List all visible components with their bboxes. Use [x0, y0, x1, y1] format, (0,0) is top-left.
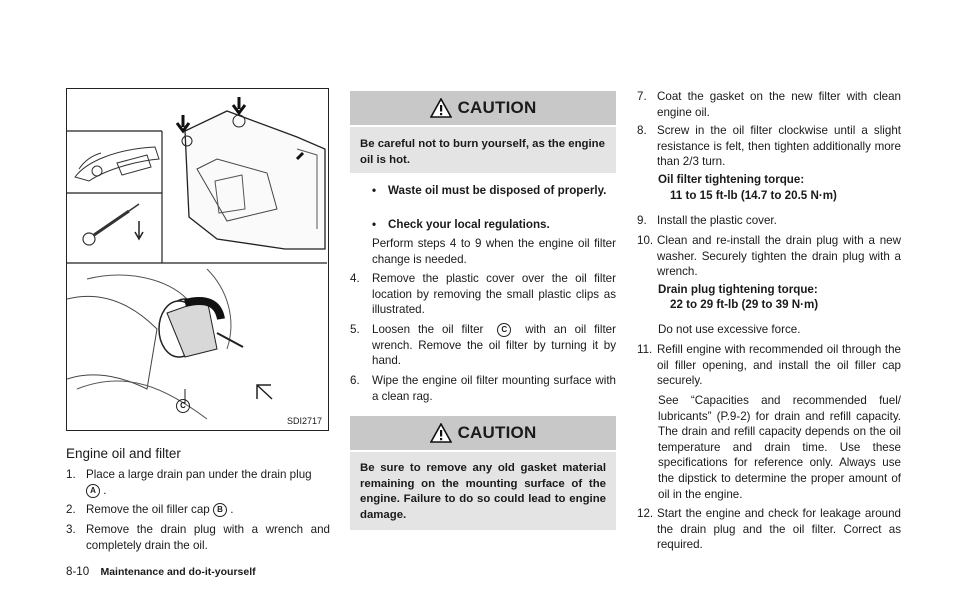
bullet-text: Check your local regulations.: [388, 218, 550, 231]
step-text: Coat the gasket on the new filter with clean engine oil.: [657, 90, 901, 119]
step-number: 10.: [637, 234, 654, 247]
caution-body-2: [350, 452, 616, 530]
bullet-1: [372, 183, 616, 199]
step-text: Remove the drain plug with a wrench and completely drain the oil.: [86, 523, 330, 552]
intro-paragraph: Perform steps 4 to 9 when the engine oil filter change is needed.: [372, 237, 616, 266]
step-6: [350, 373, 616, 404]
step-text: Loosen the oil filter: [372, 323, 484, 336]
step-3: [66, 522, 330, 553]
oil-change-illustration: [66, 88, 329, 431]
drain-torque-label: Drain plug tightening torque:: [658, 283, 818, 296]
step-1: [66, 467, 330, 498]
bullet-icon: •: [372, 184, 377, 197]
step-4: [350, 271, 616, 318]
caution-text: Be sure to remove any old gasket material remaining on the mounting surface of the engine. Failure to do so could lead to engine damage.: [360, 462, 606, 521]
note-capacity: See “Capacities and recommended fuel/ lubricants” (P.9-2) for drain and refill capacity. The drain and refill capacity depends on the oil temperature and drain time. Use these specifications for reference only. Always use the dipstick to determine the proper amount of oil in the engine.: [658, 394, 901, 501]
step-text: Start the engine and check for leakage around the drain plug and the oil filter. Correct as required.: [657, 507, 901, 552]
bullet-text: Waste oil must be disposed of properly.: [388, 184, 607, 197]
step-text: Remove the oil filler cap: [86, 503, 210, 516]
step-text: Place a large drain pan under the drain plug: [86, 468, 312, 481]
warning-icon: [430, 98, 452, 118]
step-text: Remove the plastic cover over the oil filter location by removing the small plastic clips as illustrated.: [372, 272, 616, 317]
step-text-end: .: [230, 503, 234, 516]
step-number: 4.: [350, 272, 360, 285]
caution-title: CAUTION: [457, 423, 537, 442]
warning-icon: [430, 423, 452, 443]
caution-header-2: [350, 416, 616, 450]
step-number: 8.: [637, 124, 647, 137]
callout-b-icon: B: [213, 503, 227, 517]
step-2: [66, 502, 330, 518]
step-text-end: with an oil filter wrench. Remove the oil filter by turning it by hand.: [372, 323, 616, 368]
note-force: Do not use excessive force.: [658, 323, 801, 336]
step-text: Refill engine with recommended oil through the oil filler opening, and install the oil filler cap securely.: [657, 343, 901, 388]
step-number: 7.: [637, 90, 647, 103]
step-12: [637, 506, 901, 553]
bullet-icon: •: [372, 218, 377, 231]
step-7: [637, 89, 901, 120]
figure-code: SDI2717: [286, 416, 322, 426]
caution-header-1: [350, 91, 616, 125]
step-number: 2.: [66, 503, 76, 516]
caution-title: CAUTION: [457, 98, 537, 117]
step-text: Install the plastic cover.: [657, 214, 777, 227]
step-number: 9.: [637, 214, 647, 227]
filter-torque-label: Oil filter tightening torque:: [658, 173, 805, 186]
step-text: Screw in the oil filter clockwise until a slight resistance is felt, then tighten additionally more than 2/3 turn.: [657, 124, 901, 169]
page-footer: [66, 565, 256, 578]
step-9: [637, 213, 901, 229]
caution-text: Be careful not to burn yourself, as the engine oil is hot.: [360, 138, 605, 166]
step-10: [637, 233, 901, 280]
bullet-2: [372, 217, 616, 233]
step-number: 5.: [350, 323, 360, 336]
callout-c-icon: C: [497, 323, 511, 337]
section-heading: Engine oil and filter: [66, 446, 181, 461]
callout-a-icon: A: [86, 484, 100, 498]
section-title: Maintenance and do-it-yourself: [100, 566, 256, 578]
step-text: Clean and re-install the drain plug with a new washer. Securely tighten the drain plug with a wrench.: [657, 234, 901, 279]
step-number: 3.: [66, 523, 76, 536]
callout-c-icon: C: [176, 399, 190, 413]
step-11: [637, 342, 901, 389]
step-text: Wipe the engine oil filter mounting surface with a clean rag.: [372, 374, 616, 403]
step-number: 1.: [66, 468, 76, 481]
step-number: 12.: [637, 507, 654, 520]
step-5: [350, 322, 616, 369]
step-8: [637, 123, 901, 170]
caution-body-1: [350, 127, 616, 173]
step-text-end: .: [103, 483, 107, 497]
drain-torque-value: 22 to 29 ft-lb (29 to 39 N·m): [670, 298, 819, 311]
step-number: 11.: [637, 343, 653, 356]
filter-torque-value: 11 to 15 ft-lb (14.7 to 20.5 N·m): [670, 189, 837, 202]
step-number: 6.: [350, 374, 360, 387]
page-number: 8-10: [66, 565, 90, 578]
